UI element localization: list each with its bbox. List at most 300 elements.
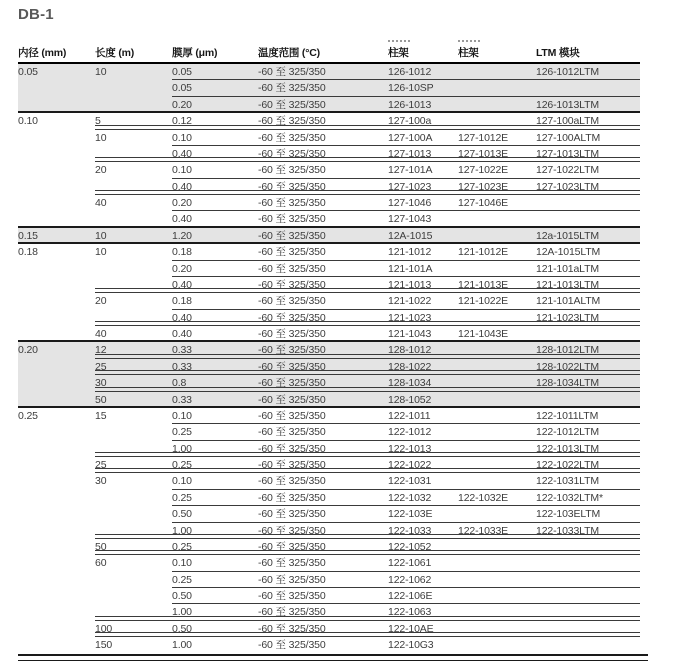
cell-id bbox=[18, 277, 95, 293]
cell-length bbox=[95, 441, 172, 457]
cell-ltm: 122-1033LTM bbox=[536, 524, 599, 537]
cell-cage2 bbox=[458, 310, 536, 326]
cell-cage2 bbox=[458, 572, 536, 588]
cell-length bbox=[95, 523, 172, 539]
cell-length bbox=[95, 80, 172, 96]
cell-length bbox=[95, 310, 172, 326]
table-row bbox=[18, 555, 640, 571]
cell-cage1: 122-103E bbox=[388, 508, 433, 521]
cell-cage2: 121-1043E bbox=[458, 328, 509, 340]
cell-ltm bbox=[536, 604, 640, 620]
cell-length: 5 bbox=[95, 115, 101, 128]
cell-length bbox=[95, 506, 172, 522]
cell-id: 0.25 bbox=[18, 409, 38, 422]
cell-cage1: 127-100a bbox=[388, 115, 432, 128]
cell-cage2 bbox=[458, 375, 536, 391]
cell-temp: -60 至 325/350 bbox=[258, 278, 326, 291]
cell-length: 10 bbox=[95, 131, 107, 144]
cell-temp: -60 至 325/350 bbox=[258, 147, 326, 160]
cell-ltm bbox=[536, 211, 640, 227]
table-row bbox=[18, 523, 640, 539]
cell-cage2: 121-1013E bbox=[458, 278, 509, 291]
table-row bbox=[18, 130, 640, 146]
table-row bbox=[18, 506, 640, 522]
cell-id bbox=[18, 621, 95, 637]
header-col-cage2: 柱架 bbox=[458, 47, 479, 59]
cell-length: 10 bbox=[95, 66, 107, 78]
cell-film: 0.50 bbox=[172, 622, 192, 635]
header-col-length: 长度 (m) bbox=[95, 47, 135, 59]
cell-id bbox=[18, 392, 95, 408]
truncated-marker-icon bbox=[388, 40, 410, 42]
cell-film: 0.20 bbox=[172, 98, 192, 111]
cell-cage1: 121-1023 bbox=[388, 311, 432, 324]
cell-cage2 bbox=[458, 228, 536, 244]
cell-cage2: 127-1012E bbox=[458, 131, 509, 144]
cell-temp: -60 至 325/350 bbox=[258, 409, 326, 422]
cell-ltm bbox=[536, 555, 640, 571]
cell-cage1: 122-1032 bbox=[388, 491, 432, 504]
header-col-temp: 温度范围 (°C) bbox=[258, 47, 320, 59]
cell-film: 0.05 bbox=[172, 66, 192, 78]
table-row bbox=[18, 408, 640, 424]
cell-film: 0.33 bbox=[172, 360, 192, 373]
cell-cage1: 122-1011 bbox=[388, 409, 431, 422]
cell-cage2 bbox=[458, 473, 536, 489]
cell-length: 20 bbox=[95, 164, 107, 177]
cell-ltm: 121-1023LTM bbox=[536, 311, 599, 324]
cell-film: 1.00 bbox=[172, 524, 192, 537]
cell-temp: -60 至 325/350 bbox=[258, 295, 326, 308]
cell-cage2 bbox=[458, 80, 536, 96]
table-row bbox=[18, 473, 640, 489]
cell-temp: -60 至 325/350 bbox=[258, 540, 326, 553]
cell-cage1: 121-1022 bbox=[388, 295, 432, 308]
cell-ltm: 122-103ELTM bbox=[536, 508, 601, 521]
cell-temp: -60 至 325/350 bbox=[258, 131, 326, 144]
cell-id bbox=[18, 555, 95, 571]
cell-temp: -60 至 325/350 bbox=[258, 639, 326, 652]
cell-length bbox=[95, 97, 172, 113]
cell-ltm: 128-1022LTM bbox=[536, 360, 599, 373]
cell-id bbox=[18, 424, 95, 440]
header-col-cage1: 柱架 bbox=[388, 47, 409, 59]
cell-cage2 bbox=[458, 637, 536, 653]
cell-film: 0.05 bbox=[172, 82, 192, 95]
cell-ltm: 122-1012LTM bbox=[536, 426, 599, 439]
table-row bbox=[18, 392, 640, 408]
cell-id: 0.18 bbox=[18, 246, 38, 259]
cell-temp: -60 至 325/350 bbox=[258, 491, 326, 504]
table-row bbox=[18, 261, 640, 277]
cell-temp: -60 至 325/350 bbox=[258, 622, 326, 635]
table-row bbox=[18, 228, 640, 244]
table-row bbox=[18, 375, 640, 391]
cell-cage2 bbox=[458, 539, 536, 555]
cell-film: 0.33 bbox=[172, 393, 192, 406]
cell-film: 0.40 bbox=[172, 311, 192, 324]
table-row bbox=[18, 604, 640, 620]
table-row bbox=[18, 490, 640, 506]
cell-length: 30 bbox=[95, 377, 107, 390]
cell-cage1: 127-1023 bbox=[388, 180, 432, 193]
cell-ltm: 126-1012LTM bbox=[536, 66, 599, 78]
cell-cage1: 121-1012 bbox=[388, 246, 432, 259]
cell-cage2 bbox=[458, 408, 536, 424]
cell-film: 0.25 bbox=[172, 491, 192, 504]
cell-length: 30 bbox=[95, 475, 107, 488]
cell-cage1: 126-1013 bbox=[388, 98, 432, 111]
cell-cage2 bbox=[458, 621, 536, 637]
cell-length: 25 bbox=[95, 360, 107, 373]
cell-id bbox=[18, 195, 95, 211]
table-row bbox=[18, 244, 640, 260]
cell-ltm: 122-1032LTM* bbox=[536, 491, 603, 504]
cell-ltm: 127-1013LTM bbox=[536, 147, 599, 160]
spec-table bbox=[18, 46, 640, 661]
cell-temp: -60 至 325/350 bbox=[258, 213, 326, 226]
cell-film: 0.20 bbox=[172, 197, 192, 209]
cell-length bbox=[95, 211, 172, 227]
cell-id bbox=[18, 523, 95, 539]
cell-length bbox=[95, 424, 172, 440]
cell-id bbox=[18, 310, 95, 326]
cell-cage1: 122-1013 bbox=[388, 442, 432, 455]
cell-film: 0.8 bbox=[172, 377, 187, 390]
cell-ltm: 12a-1015LTM bbox=[536, 229, 599, 242]
cell-temp: -60 至 325/350 bbox=[258, 508, 326, 521]
cell-ltm: 122-1011LTM bbox=[536, 409, 599, 422]
table-row bbox=[18, 146, 640, 162]
cell-id bbox=[18, 375, 95, 391]
table-row bbox=[18, 179, 640, 195]
cell-id bbox=[18, 211, 95, 227]
cell-temp: -60 至 325/350 bbox=[258, 311, 326, 324]
cell-id bbox=[18, 162, 95, 178]
cell-cage2 bbox=[458, 97, 536, 113]
cell-ltm bbox=[536, 572, 640, 588]
header-col-film: 膜厚 (μm) bbox=[172, 47, 218, 59]
cell-ltm: 121-101aLTM bbox=[536, 262, 599, 275]
cell-id bbox=[18, 506, 95, 522]
cell-ltm bbox=[536, 539, 640, 555]
cell-id bbox=[18, 146, 95, 162]
cell-cage1: 122-1061 bbox=[388, 557, 432, 570]
cell-film: 0.10 bbox=[172, 557, 192, 570]
table-row bbox=[18, 457, 640, 473]
cell-temp: -60 至 325/350 bbox=[258, 229, 326, 242]
cell-id bbox=[18, 179, 95, 195]
cell-film: 0.50 bbox=[172, 508, 192, 521]
table-row bbox=[18, 359, 640, 375]
cell-film: 0.10 bbox=[172, 131, 192, 144]
cell-ltm bbox=[536, 80, 640, 96]
table-row bbox=[18, 621, 640, 637]
cell-length: 10 bbox=[95, 229, 107, 242]
cell-cage1: 128-1022 bbox=[388, 360, 432, 373]
table-row bbox=[18, 424, 640, 440]
cell-cage2: 127-1013E bbox=[458, 147, 509, 160]
table-row bbox=[18, 211, 640, 227]
cell-ltm bbox=[536, 621, 640, 637]
cell-length: 15 bbox=[95, 409, 107, 422]
cell-film: 0.25 bbox=[172, 426, 192, 439]
cell-temp: -60 至 325/350 bbox=[258, 164, 326, 177]
table-row bbox=[18, 441, 640, 457]
cell-ltm: 127-1023LTM bbox=[536, 180, 599, 193]
cell-cage1: 127-101A bbox=[388, 164, 433, 177]
cell-cage2: 122-1032E bbox=[458, 491, 509, 504]
cell-id bbox=[18, 637, 95, 653]
page-title: DB-1 bbox=[18, 6, 54, 23]
cell-cage1: 122-1033 bbox=[388, 524, 432, 537]
cell-length: 100 bbox=[95, 622, 113, 635]
cell-id bbox=[18, 457, 95, 473]
cell-film: 0.33 bbox=[172, 344, 192, 357]
cell-cage2 bbox=[458, 261, 536, 277]
cell-film: 0.18 bbox=[172, 295, 192, 308]
cell-ltm: 127-100aLTM bbox=[536, 115, 599, 128]
cell-cage1: 122-10AE bbox=[388, 622, 434, 635]
cell-length bbox=[95, 588, 172, 604]
table-header bbox=[18, 46, 640, 64]
cell-cage1: 121-101A bbox=[388, 262, 433, 275]
cell-cage1: 128-1034 bbox=[388, 377, 432, 390]
cell-ltm bbox=[536, 637, 640, 653]
cell-id bbox=[18, 572, 95, 588]
cell-film: 0.10 bbox=[172, 475, 192, 488]
cell-cage1: 126-1012 bbox=[388, 66, 432, 78]
cell-cage2 bbox=[458, 113, 536, 129]
cell-id bbox=[18, 80, 95, 96]
cell-temp: -60 至 325/350 bbox=[258, 524, 326, 537]
cell-id: 0.20 bbox=[18, 344, 38, 357]
table-body bbox=[18, 64, 640, 654]
cell-ltm bbox=[536, 392, 640, 408]
table-row bbox=[18, 97, 640, 113]
cell-temp: -60 至 325/350 bbox=[258, 66, 326, 78]
cell-ltm: 128-1034LTM bbox=[536, 377, 599, 390]
cell-cage2 bbox=[458, 506, 536, 522]
cell-cage1: 126-10SP bbox=[388, 82, 434, 95]
cell-temp: -60 至 325/350 bbox=[258, 393, 326, 406]
cell-cage2 bbox=[458, 211, 536, 227]
cell-cage1: 122-1012 bbox=[388, 426, 432, 439]
cell-temp: -60 至 325/350 bbox=[258, 328, 326, 340]
cell-temp: -60 至 325/350 bbox=[258, 262, 326, 275]
table-row bbox=[18, 342, 640, 358]
cell-temp: -60 至 325/350 bbox=[258, 459, 326, 471]
cell-cage1: 127-1043 bbox=[388, 213, 432, 226]
cell-temp: -60 至 325/350 bbox=[258, 442, 326, 455]
cell-cage2 bbox=[458, 588, 536, 604]
cell-id bbox=[18, 359, 95, 375]
cell-id: 0.10 bbox=[18, 115, 38, 128]
cell-id: 0.15 bbox=[18, 229, 38, 242]
cell-cage2 bbox=[458, 555, 536, 571]
cell-ltm: 122-1031LTM bbox=[536, 475, 599, 488]
table-row bbox=[18, 162, 640, 178]
cell-id: 0.05 bbox=[18, 66, 38, 78]
cell-length: 40 bbox=[95, 328, 107, 340]
table-row bbox=[18, 277, 640, 293]
cell-film: 0.40 bbox=[172, 180, 192, 193]
table-row bbox=[18, 326, 640, 342]
cell-length: 60 bbox=[95, 557, 107, 570]
cell-cage2: 121-1022E bbox=[458, 295, 509, 308]
cell-id bbox=[18, 326, 95, 342]
header-col-ltm: LTM 模块 bbox=[536, 47, 580, 59]
cell-length bbox=[95, 572, 172, 588]
cell-length: 20 bbox=[95, 295, 107, 308]
table-row bbox=[18, 637, 640, 653]
cell-temp: -60 至 325/350 bbox=[258, 573, 326, 586]
cell-ltm: 128-1012LTM bbox=[536, 344, 599, 357]
cell-film: 0.10 bbox=[172, 409, 192, 422]
cell-temp: -60 至 325/350 bbox=[258, 475, 326, 488]
table-row bbox=[18, 588, 640, 604]
cell-ltm: 127-100ALTM bbox=[536, 131, 601, 144]
cell-length bbox=[95, 490, 172, 506]
cell-cage1: 12A-1015 bbox=[388, 229, 433, 242]
cell-id bbox=[18, 97, 95, 113]
cell-film: 0.18 bbox=[172, 246, 192, 259]
cell-temp: -60 至 325/350 bbox=[258, 426, 326, 439]
table-row bbox=[18, 113, 640, 129]
cell-cage1: 122-1063 bbox=[388, 606, 432, 619]
cell-film: 0.40 bbox=[172, 147, 192, 160]
cell-id bbox=[18, 604, 95, 620]
cell-cage2 bbox=[458, 457, 536, 473]
table-bottom-rule bbox=[18, 654, 648, 661]
cell-cage2 bbox=[458, 392, 536, 408]
cell-ltm bbox=[536, 195, 640, 211]
cell-length: 10 bbox=[95, 246, 107, 259]
cell-id bbox=[18, 441, 95, 457]
cell-cage2 bbox=[458, 441, 536, 457]
cell-film: 1.00 bbox=[172, 442, 192, 455]
cell-length bbox=[95, 277, 172, 293]
cell-cage1: 121-1013 bbox=[388, 278, 432, 291]
cell-film: 0.50 bbox=[172, 590, 192, 602]
cell-cage1: 127-1046 bbox=[388, 197, 432, 209]
cell-length: 25 bbox=[95, 459, 107, 471]
cell-length bbox=[95, 179, 172, 195]
table-row bbox=[18, 310, 640, 326]
cell-film: 0.25 bbox=[172, 573, 192, 586]
cell-cage2 bbox=[458, 604, 536, 620]
cell-temp: -60 至 325/350 bbox=[258, 557, 326, 570]
cell-ltm: 127-1022LTM bbox=[536, 164, 599, 177]
cell-cage2 bbox=[458, 424, 536, 440]
cell-cage2: 127-1022E bbox=[458, 164, 509, 177]
cell-film: 0.40 bbox=[172, 278, 192, 291]
cell-cage1: 127-1013 bbox=[388, 147, 432, 160]
cell-length: 12 bbox=[95, 344, 107, 357]
cell-cage2 bbox=[458, 342, 536, 358]
cell-id bbox=[18, 490, 95, 506]
table-row bbox=[18, 539, 640, 555]
cell-cage1: 121-1043 bbox=[388, 328, 432, 340]
cell-cage1: 122-1052 bbox=[388, 540, 432, 553]
cell-ltm: 122-1022LTM bbox=[536, 459, 599, 471]
cell-id bbox=[18, 473, 95, 489]
cell-temp: -60 至 325/350 bbox=[258, 98, 326, 111]
cell-id bbox=[18, 130, 95, 146]
cell-length: 150 bbox=[95, 639, 113, 652]
cell-cage2: 122-1033E bbox=[458, 524, 509, 537]
cell-temp: -60 至 325/350 bbox=[258, 344, 326, 357]
cell-film: 0.40 bbox=[172, 213, 192, 226]
table-row bbox=[18, 64, 640, 80]
cell-temp: -60 至 325/350 bbox=[258, 197, 326, 209]
cell-temp: -60 至 325/350 bbox=[258, 377, 326, 390]
cell-cage1: 122-10G3 bbox=[388, 639, 434, 652]
cell-id bbox=[18, 261, 95, 277]
cell-cage1: 122-1062 bbox=[388, 573, 432, 586]
cell-temp: -60 至 325/350 bbox=[258, 590, 326, 602]
cell-film: 0.40 bbox=[172, 328, 192, 340]
table-row bbox=[18, 80, 640, 96]
cell-cage2: 121-1012E bbox=[458, 246, 509, 259]
cell-film: 1.00 bbox=[172, 606, 192, 619]
cell-temp: -60 至 325/350 bbox=[258, 360, 326, 373]
cell-ltm: 121-101ALTM bbox=[536, 295, 601, 308]
cell-id bbox=[18, 539, 95, 555]
cell-cage1: 128-1052 bbox=[388, 393, 432, 406]
cell-cage1: 122-1022 bbox=[388, 459, 432, 471]
cell-cage1: 122-1031 bbox=[388, 475, 432, 488]
cell-temp: -60 至 325/350 bbox=[258, 180, 326, 193]
cell-film: 0.10 bbox=[172, 164, 192, 177]
cell-film: 0.20 bbox=[172, 262, 192, 275]
cell-id bbox=[18, 588, 95, 604]
cell-temp: -60 至 325/350 bbox=[258, 115, 326, 128]
cell-cage2 bbox=[458, 64, 536, 80]
cell-ltm: 122-1013LTM bbox=[536, 442, 599, 455]
cell-temp: -60 至 325/350 bbox=[258, 606, 326, 619]
table-row bbox=[18, 293, 640, 309]
cell-cage2: 127-1046E bbox=[458, 197, 509, 209]
header-col-id: 内径 (mm) bbox=[18, 47, 67, 59]
table-row bbox=[18, 195, 640, 211]
cell-cage1: 127-100A bbox=[388, 131, 433, 144]
cell-film: 1.00 bbox=[172, 639, 192, 652]
cell-temp: -60 至 325/350 bbox=[258, 82, 326, 95]
cell-film: 0.25 bbox=[172, 459, 192, 471]
cell-film: 0.25 bbox=[172, 540, 192, 553]
cell-length: 50 bbox=[95, 540, 107, 553]
cell-length bbox=[95, 261, 172, 277]
cell-length: 50 bbox=[95, 393, 107, 406]
cell-length bbox=[95, 146, 172, 162]
cell-ltm bbox=[536, 588, 640, 604]
cell-film: 1.20 bbox=[172, 229, 192, 242]
table-row bbox=[18, 572, 640, 588]
cell-ltm: 121-1013LTM bbox=[536, 278, 599, 291]
cell-cage1: 122-106E bbox=[388, 590, 433, 602]
cell-id bbox=[18, 293, 95, 309]
cell-ltm: 12A-1015LTM bbox=[536, 246, 601, 259]
cell-length: 40 bbox=[95, 197, 107, 209]
cell-ltm bbox=[536, 326, 640, 342]
cell-length bbox=[95, 604, 172, 620]
cell-film: 0.12 bbox=[172, 115, 192, 128]
cell-cage2 bbox=[458, 359, 536, 375]
cell-ltm: 126-1013LTM bbox=[536, 98, 599, 111]
truncated-marker-icon bbox=[458, 40, 480, 42]
cell-cage2: 127-1023E bbox=[458, 180, 509, 193]
